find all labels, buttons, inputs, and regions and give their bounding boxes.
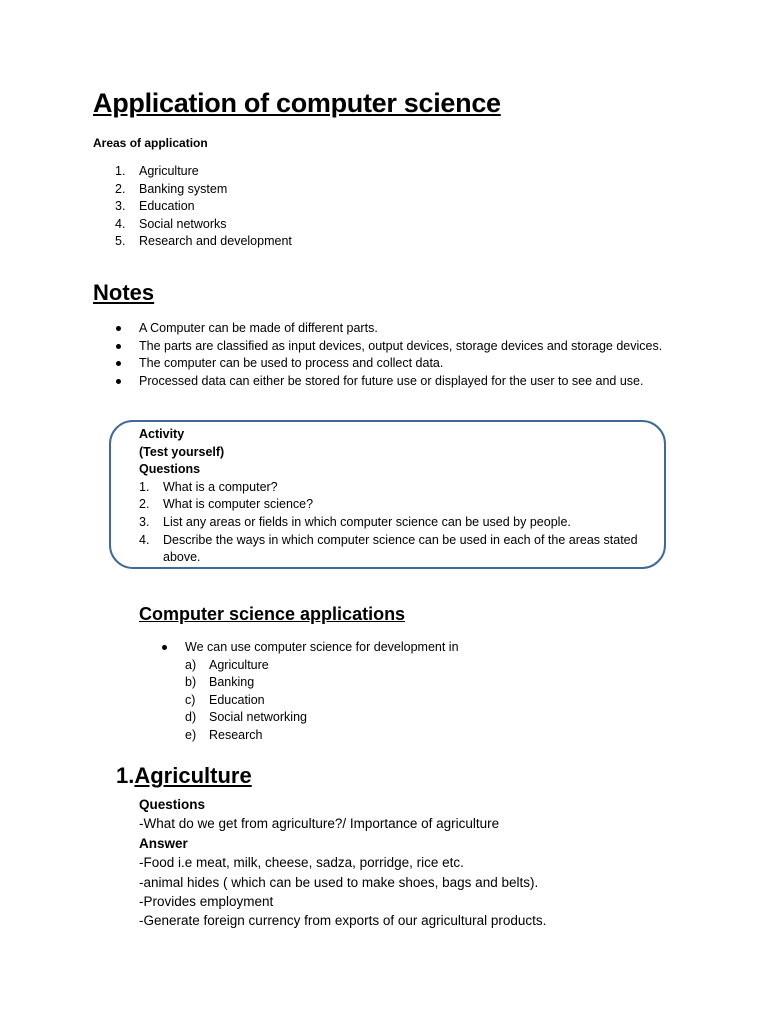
agriculture-answer-line: -Provides employment [139, 894, 274, 910]
list-item [185, 692, 705, 710]
list-item [115, 181, 699, 199]
list-item [115, 216, 699, 234]
list-marker: b) [185, 675, 197, 690]
list-item-text: What is a computer? [163, 479, 278, 494]
agriculture-heading [116, 763, 252, 789]
list-marker: c) [185, 692, 196, 707]
agriculture-number: 1. [116, 763, 135, 788]
list-item [185, 674, 705, 692]
list-marker: 1. [139, 479, 150, 494]
list-item-text: Banking system [139, 181, 228, 196]
list-item-text: The parts are classified as input devices, output devices, storage devices and storage devices. [139, 338, 663, 353]
bullet-icon [162, 645, 167, 650]
list-item [139, 514, 659, 532]
activity-subtitle: (Test yourself) [139, 444, 225, 459]
agriculture-question: -What do we get from agriculture?/ Importance of agriculture [139, 816, 500, 832]
list-marker: 2. [139, 497, 150, 512]
bullet-icon [116, 361, 121, 366]
list-item [139, 320, 679, 338]
list-item-text: Education [139, 199, 195, 214]
list-item [185, 727, 705, 745]
list-item [139, 532, 659, 567]
list-marker: e) [185, 727, 197, 742]
agriculture-answer-label: Answer [139, 835, 188, 851]
list-item-text: What is computer science? [163, 497, 314, 512]
bullet-icon [116, 379, 121, 384]
list-item [139, 496, 659, 514]
list-marker: 4. [115, 216, 126, 231]
list-marker: 3. [115, 199, 126, 214]
list-marker: 2. [115, 181, 126, 196]
list-item-text: Research and development [139, 234, 292, 249]
list-item-text: Agriculture [139, 164, 199, 178]
list-item [115, 163, 699, 181]
notes-list [139, 320, 679, 390]
cs-applications-section [185, 639, 705, 745]
list-item-text: Processed data can either be stored for future use or displayed for the user to see and use. [139, 373, 644, 388]
list-marker: 5. [115, 234, 126, 249]
cs-intro: We can use computer science for development in [185, 640, 459, 654]
list-marker: 1. [115, 164, 126, 178]
list-item-text: Describe the ways in which computer science can be used in each of the areas stated above. [163, 532, 638, 565]
list-item-text: The computer can be used to process and collect data. [139, 356, 444, 371]
agriculture-section [139, 795, 699, 931]
agriculture-answer-line: -animal hides ( which can be used to make shoes, bags and belts). [139, 874, 539, 890]
areas-heading: Areas of application [93, 136, 208, 150]
list-item [185, 639, 705, 657]
list-marker: d) [185, 710, 197, 725]
list-item [115, 198, 699, 216]
activity-questions [139, 479, 659, 567]
list-item-text: A Computer can be made of different parts. [139, 321, 378, 335]
list-item [139, 479, 659, 497]
agriculture-title: Agriculture [134, 763, 252, 788]
agriculture-questions-label: Questions [139, 797, 206, 812]
list-item [139, 338, 679, 356]
list-item [139, 373, 679, 391]
list-item-text: Research [209, 727, 263, 742]
activity-label: Activity [139, 427, 185, 441]
list-marker: a) [185, 657, 197, 672]
list-marker: 4. [139, 532, 150, 547]
bullet-icon [116, 326, 121, 331]
cs-applications-heading: Computer science applications [139, 604, 406, 624]
cs-applications-list [185, 657, 705, 745]
activity-questions-label: Questions [139, 462, 201, 477]
list-item-text: Education [209, 692, 265, 707]
list-item [115, 233, 699, 251]
agriculture-answer-line: -Food i.e meat, milk, cheese, sadza, porridge, rice etc. [139, 855, 464, 871]
list-item-text: Social networks [139, 216, 227, 231]
list-item [185, 709, 705, 727]
list-item [139, 355, 679, 373]
list-item-text: Agriculture [209, 657, 269, 672]
activity-section [139, 426, 659, 567]
list-marker: 3. [139, 514, 150, 529]
areas-list [115, 163, 699, 251]
list-item-text: List any areas or fields in which computer science can be used by people. [163, 514, 571, 529]
bullet-icon [116, 344, 121, 349]
list-item-text: Social networking [209, 710, 307, 725]
list-item-text: Banking [209, 675, 255, 690]
page-title: Application of computer science [93, 88, 501, 118]
notes-heading: Notes [93, 280, 155, 305]
list-item [185, 657, 705, 675]
agriculture-answer-line: -Generate foreign currency from exports of our agricultural products. [139, 913, 547, 929]
